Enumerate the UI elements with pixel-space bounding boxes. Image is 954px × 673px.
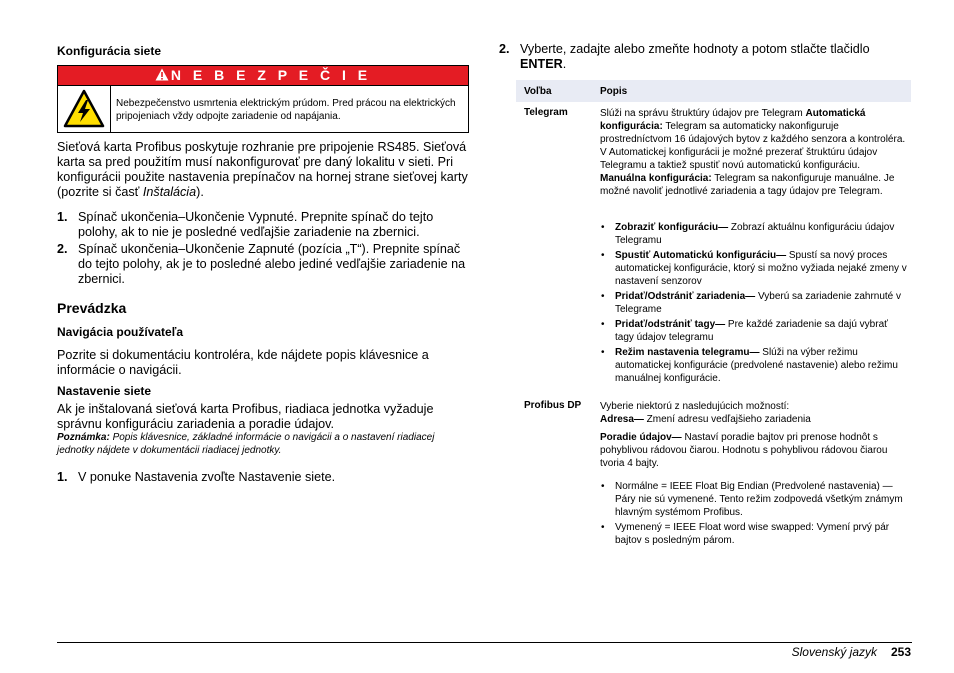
list-item: • Vymenený = IEEE Float word wise swapped: Vymení prvý pár bajtov s posledným párom. [600, 521, 908, 547]
list-item: • Pridať/Odstrániť zariadenia— Vyberú sa zariadenie zahrnuté v Telegrame [600, 290, 908, 316]
footer-divider [57, 642, 912, 643]
danger-label: N E B E Z P E Č I E [170, 67, 372, 83]
row-label-telegram: Telegram [524, 107, 568, 118]
list-item: • Pridať/odstrániť tagy— Pre každé zariadenie sa dajú vybrať tagy údajov telegramu [600, 318, 908, 344]
warning-triangle-icon [155, 68, 169, 81]
danger-text: Nebezpečenstvo usmrtenia elektrickým prúdom. Pred prácou na elektrických pripojeniach vždy odpojte zariadenie od napájania. [116, 98, 456, 122]
danger-icon-cell [58, 85, 111, 132]
list-item: • Spustiť Automatickú konfiguráciu— Spustí sa nový proces automatickej konfigurácie, ktorý si možno vyžiada nejaké zmeny v nastavení senzorov [600, 249, 908, 288]
electrical-hazard-icon [63, 89, 105, 129]
danger-header [58, 66, 468, 86]
network-setup-heading: Nastavenie siete [57, 384, 152, 398]
list-item: • Režim nastavenia telegramu— Slúži na výber režimu automatickej konfigurácie (predvolené nastavenie) alebo režimu manuálnej konfigurácie. [600, 346, 908, 385]
list-item: • Normálne = IEEE Float Big Endian (Predvolené nastavenia) —Páry nie sú vymenené. Tento režim zodpovedá všetkým známym hlavným systémom Profibus. [600, 480, 908, 519]
intro-paragraph: Sieťová karta Profibus poskytuje rozhranie pre pripojenie RS485. Sieťová karta sa pred použitím musí nakonfigurovať pre daný lokalitu v sieti. Pri konfigurácii použite nastavenia prepínačov na hornej strane sieťovej karty (pozrite si časť Inštalácia). [57, 140, 468, 199]
operation-heading: Prevádzka [57, 300, 127, 316]
profibus-data-order: Poradie údajov— Nastaví poradie bajtov pri prenose hodnôt s pohyblivou rádovou čiarou. Hodnotu s pohyblivou rádovou čiarou tvoria 4 bajty. [600, 432, 888, 469]
note: Poznámka: Popis klávesnice, základné informácie o navigácii a o nastavení riadiacej jednotky nájdete v dokumentácii riadiacej jednotky. [57, 432, 435, 456]
section-title-network-config: Konfigurácia siete [57, 44, 162, 58]
network-setup-paragraph: Ak je inštalovaná sieťová karta Profibus, riadiaca jednotka vyžaduje správnu konfiguráciu zariadenia a poradie údajov. [57, 402, 434, 431]
row-label-profibus-dp: Profibus DP [524, 400, 582, 411]
user-navigation-heading: Navigácia používateľa [57, 325, 184, 339]
footer-language: Slovenský jazyk [791, 645, 877, 659]
profibus-intro: Vyberie niektorú z nasledujúcich možností: Adresa— Zmení adresu vedľajšieho zariadenia [600, 401, 811, 425]
column-header-option: Voľba [524, 86, 552, 97]
list-item: • Zobraziť konfiguráciu— Zobrazí aktuálnu konfiguráciu údajov Telegramu [600, 221, 908, 247]
telegram-description: Slúži na správu štruktúry údajov pre Telegram Automatická konfigurácia: Telegram sa automaticky nakonfiguruje prostredníctvom 16 údajových bytov z každého senzora a kontroléra. V Automatickej konfigurácii je možné prezerať štruktúru údajov Telegramu a taktiež spustiť novú automatickú konfiguráciu. Manuálna konfigurácia: Telegram sa nakonfiguruje manuálne. Je možné navoliť jednotlivé zariadenia a tagy údajov pre Telegram. [600, 108, 906, 197]
enter-key-label: ENTER [520, 57, 563, 71]
danger-box [57, 65, 469, 133]
telegram-options-list [600, 221, 908, 387]
data-order-options-list [600, 480, 908, 549]
navigation-paragraph: Pozrite si dokumentáciu kontroléra, kde nájdete popis klávesnice a informácie o navigácii. [57, 348, 429, 377]
table-header [516, 80, 911, 102]
installation-link[interactable]: Inštalácia [142, 185, 197, 199]
column-header-description: Popis [600, 86, 628, 97]
page-number: 253 [890, 645, 911, 659]
